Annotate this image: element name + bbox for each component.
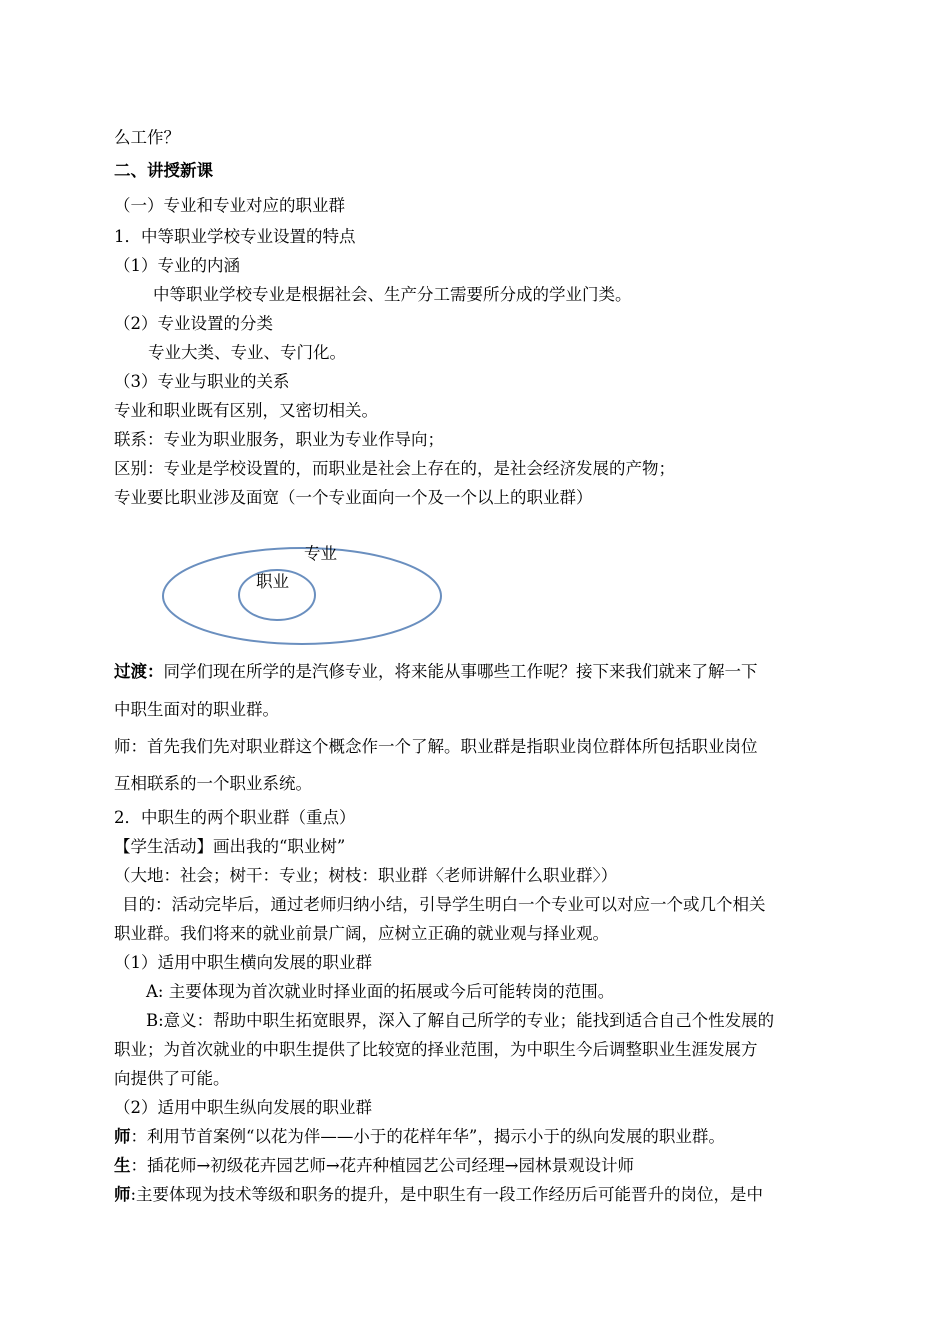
point-heading-1: 1．中等职业学校专业设置的特点 [114, 227, 356, 246]
continued-line: 么工作？ [114, 128, 180, 147]
paragraph: 区别：专业是学校设置的，而职业是社会上存在的，是社会经济发展的产物； [114, 459, 675, 478]
outer-label: 专业 [304, 544, 337, 563]
dialogue-line [114, 1155, 634, 1177]
section-heading: 二、讲授新课 [114, 161, 213, 180]
paragraph: 专业要比职业涉及面宽（一个专业面向一个及一个以上的职业群） [114, 488, 593, 507]
paragraph: 联系：专业为职业服务，职业为专业作导向； [114, 430, 444, 449]
paragraph: 向提供了可能。 [114, 1069, 230, 1088]
paragraph: 中等职业学校专业是根据社会、生产分工需要所分成的学业门类。 [153, 285, 632, 304]
transition-text: 同学们现在所学的是汽修专业，将来能从事哪些工作呢？接下来我们就来了解一下 [163, 662, 758, 681]
paragraph: 专业大类、专业、专门化。 [148, 343, 346, 362]
speaker-label: 师 [114, 1127, 131, 1146]
activity-heading: 【学生活动】画出我的“职业树” [114, 837, 346, 856]
item-heading: （2）专业设置的分类 [114, 314, 273, 333]
paragraph: 互相联系的一个职业系统。 [114, 774, 312, 793]
item-heading: （3）专业与职业的关系 [114, 372, 290, 391]
dialogue-text: ：利用节首案例“以花为伴——小于的花样年华”，揭示小于的纵向发展的职业群。 [130, 1127, 725, 1146]
inner-label: 职业 [256, 572, 289, 591]
paragraph: 目的：活动完毕后，通过老师归纳小结，引导学生明白一个专业可以对应一个或几个相关 [122, 895, 766, 914]
dialogue-line [114, 1126, 725, 1148]
point-heading-2: 2．中职生的两个职业群（重点） [114, 808, 356, 827]
outer-ellipse [163, 548, 441, 644]
subsection-heading: （一）专业和专业对应的职业群 [114, 196, 345, 215]
dialogue-text: :主要体现为技术等级和职务的提升，是中职生有一段工作经历后可能晋升的岗位，是中 [130, 1185, 764, 1204]
item-heading: （1）适用中职生横向发展的职业群 [114, 953, 372, 972]
dialogue-text: ：插花师→初级花卉园艺师→花卉种植园艺公司经理→园林景观设计师 [130, 1156, 634, 1175]
paragraph: B:意义：帮助中职生拓宽眼界，深入了解自己所学的专业；能找到适合自己个性发展的 [146, 1011, 775, 1030]
item-heading: （2）适用中职生纵向发展的职业群 [114, 1098, 372, 1117]
transition-label: 过渡： [114, 662, 164, 681]
paragraph: （大地：社会；树干：专业；树枝：职业群〈老师讲解什么职业群〉） [114, 866, 618, 885]
dialogue-line [114, 1184, 763, 1206]
paragraph: A: 主要体现为首次就业时择业面的拓展或今后可能转岗的范围。 [146, 982, 615, 1001]
item-heading: （1）专业的内涵 [114, 256, 240, 275]
speaker-label: 生 [114, 1156, 131, 1175]
paragraph: 专业和职业既有区别，又密切相关。 [114, 401, 378, 420]
paragraph: 中职生面对的职业群。 [114, 700, 279, 719]
transition-paragraph [114, 661, 758, 683]
paragraph: 职业群。我们将来的就业前景广阔，应树立正确的就业观与择业观。 [114, 924, 609, 943]
major-career-diagram [150, 538, 460, 658]
speaker-label: 师 [114, 1185, 131, 1204]
paragraph: 职业；为首次就业的中职生提供了比较宽的择业范围，为中职生今后调整职业生涯发展方 [114, 1040, 758, 1059]
paragraph: 师：首先我们先对职业群这个概念作一个了解。职业群是指职业岗位群体所包括职业岗位 [114, 737, 758, 756]
